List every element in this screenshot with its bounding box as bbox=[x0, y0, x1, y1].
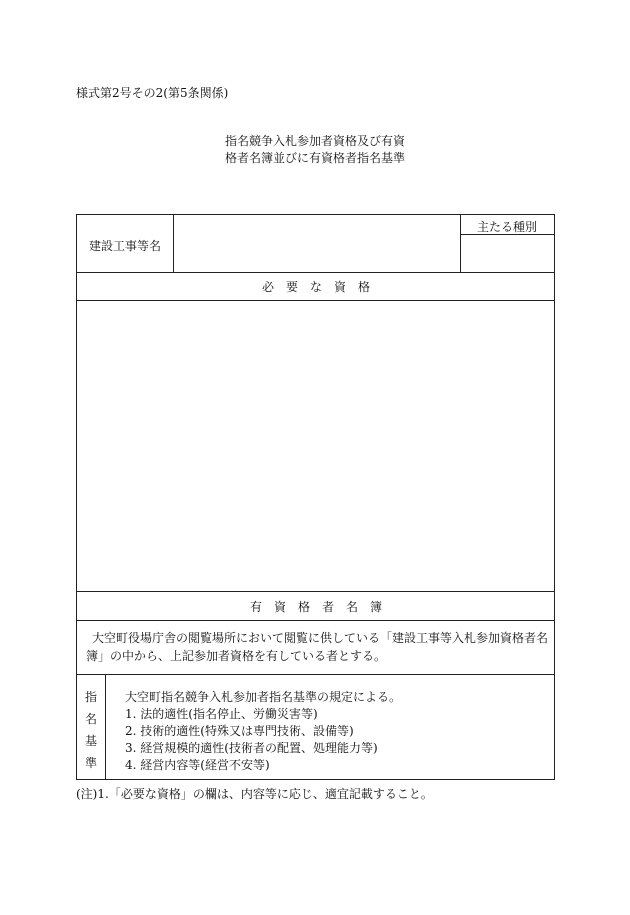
divider bbox=[460, 215, 461, 272]
project-name-label: 建設工事等名 bbox=[89, 239, 162, 253]
document-title-line-1: 指名競争入札参加者資格及び有資 bbox=[224, 134, 405, 148]
document-title-line-2: 格者名簿並びに有資格者指名基準 bbox=[224, 151, 405, 165]
divider bbox=[77, 620, 555, 621]
required-qualification-header: 必 要 な 資 格 bbox=[261, 280, 370, 294]
criteria-item: 4. 経営内容等(経営不安等) bbox=[125, 758, 270, 772]
criteria-item: 1. 法的適性(指名停止、労働災害等) bbox=[125, 707, 318, 721]
criteria-item: 2. 技術的適性(特殊又は専門技術、設備等) bbox=[125, 724, 354, 738]
footnote: (注)1.「必要な資格」の欄は、内容等に応じ、適宜記載すること。 bbox=[76, 787, 433, 801]
divider bbox=[105, 674, 106, 779]
divider bbox=[77, 272, 555, 273]
criteria-label-char: 基 bbox=[84, 734, 97, 748]
registry-text: 大空町役場庁舎の閲覧場所において閲覧に供している「建設工事等入札参加資格者名簿」の中から、上記参加者資格を有している者とする。 bbox=[86, 631, 549, 663]
qualification-form-table bbox=[76, 214, 555, 780]
registry-header: 有 資 格 者 名 簿 bbox=[249, 600, 382, 614]
divider bbox=[77, 674, 555, 675]
divider bbox=[173, 215, 174, 272]
criteria-item: 3. 経営規模的適性(技術者の配置、処理能力等) bbox=[125, 741, 378, 755]
criteria-intro: 大空町指名競争入札参加者指名基準の規定による。 bbox=[125, 690, 402, 704]
form-number: 様式第2号その2(第5条関係) bbox=[76, 86, 229, 100]
divider bbox=[77, 300, 555, 301]
main-type-label: 主たる種別 bbox=[477, 220, 538, 234]
criteria-label-char: 準 bbox=[84, 756, 97, 770]
criteria-label-char: 指 bbox=[84, 690, 97, 704]
criteria-label-char: 名 bbox=[84, 712, 97, 726]
divider bbox=[77, 591, 555, 592]
